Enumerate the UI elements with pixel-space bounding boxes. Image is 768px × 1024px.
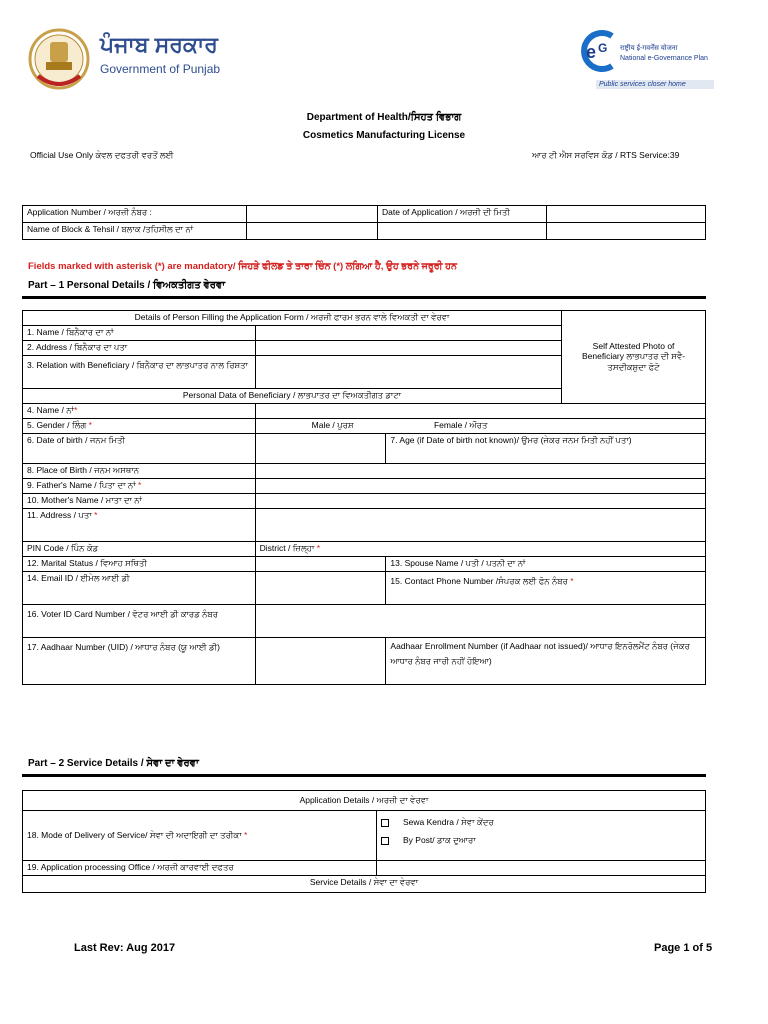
aadhaar-enrollment-cell[interactable]: [386, 638, 706, 685]
district-label: District / ਜ਼ਿਲ੍ਹਾ: [259, 543, 315, 553]
filler-heading: Details of Person Filling the Application Form / ਅਰਜ਼ੀ ਫਾਰਮ ਭਰਨ ਵਾਲੇ ਵਿਅਕਤੀ ਦਾ ਵੇਰਵਾ: [23, 311, 562, 326]
by-post-checkbox[interactable]: [381, 837, 389, 845]
processing-office-field[interactable]: [377, 861, 706, 876]
license-title: Cosmetics Manufacturing License: [302, 130, 466, 141]
punjab-emblem-icon: [28, 26, 90, 96]
logo-title-english: Government of Punjab: [100, 62, 221, 76]
ben-name-text: 4. Name / ਨਾਂ: [27, 405, 74, 415]
gender-label: [23, 419, 256, 434]
email-field[interactable]: [255, 572, 386, 605]
aadhaar-label: 17. Aadhaar Number (UID) / ਆਧਾਰ ਨੰਬਰ (ਯੂ ਆਈ ਡੀ): [23, 638, 256, 685]
asterisk: *: [316, 543, 321, 553]
gender-male-option[interactable]: Male / ਪੁਰਸ਼: [311, 420, 354, 430]
sewa-kendra-checkbox[interactable]: [381, 819, 389, 827]
gender-text: 5. Gender / ਲਿੰਗ: [27, 420, 87, 430]
phone-label: 15. Contact Phone Number /ਸੰਪਰਕ ਲਈ ਫੋਨ ਨੰਬਰ: [390, 576, 568, 586]
gender-options: [255, 419, 705, 434]
mandatory-note: Fields marked with asterisk (*) are mandatory/ ਜਿਹੜੇ ਫੀਲਡ ਤੇ ਤਾਰਾ ਚਿੰਨ (*) ਲਗਿਆ ਹੈ, ਉਹ ਭਰਨੇ ਜਰੂਰੀ ਹਨ: [28, 261, 457, 272]
sewa-kendra-option[interactable]: [381, 813, 701, 831]
application-number-label: Application Number / ਅਰਜ਼ੀ ਨੰਬਰ :: [23, 206, 247, 223]
delivery-options: [377, 811, 706, 861]
sewa-kendra-label: Sewa Kendra / ਸੇਵਾ ਕੇਂਦਰ: [403, 817, 494, 827]
rts-service-code: ਆਰ ਟੀ ਐਸ ਸਰਵਿਸ ਕੋਡ / RTS Service:39: [532, 150, 680, 160]
egov-title-english: National e-Governance Plan: [620, 55, 708, 62]
block-tehsil-label: Name of Block & Tehsil / ਬਲਾਕ /ਤਹਿਸੀਲ ਦਾ ਨਾਂ: [23, 223, 247, 240]
father-name-text: 9. Father's Name / ਪਿਤਾ ਦਾ ਨਾਂ: [27, 480, 136, 490]
voter-id-field[interactable]: [255, 605, 705, 638]
photo-label: Self Attested Photo of Beneficiary ਲਾਭਪਾਤਰ ਦੀ ਸਵੈ-ਤਸਦੀਕਸ਼ੁਦਾ ਫੋਟੋ: [581, 341, 686, 372]
place-of-birth-label: 8. Place of Birth / ਜਨਮ ਅਸਥਾਨ: [23, 464, 256, 479]
service-details-heading: Service Details / ਸੇਵਾ ਦਾ ਵੇਰਵਾ: [23, 876, 706, 893]
last-revision: Last Rev: Aug 2017: [74, 942, 176, 954]
part2-divider: [22, 774, 706, 777]
father-name-field[interactable]: [255, 479, 705, 494]
application-number-field[interactable]: [247, 206, 378, 223]
ben-address-field[interactable]: [255, 509, 705, 542]
egov-logo-icon: [576, 28, 616, 74]
marital-status-field[interactable]: [255, 557, 386, 572]
father-name-label: [23, 479, 256, 494]
aadhaar-field[interactable]: [255, 638, 386, 685]
email-label: 14. Email ID / ਈਮੇਲ ਆਈ ਡੀ: [23, 572, 256, 605]
relation-field[interactable]: [255, 356, 561, 389]
application-details-heading: Application Details / ਅਰਜ਼ੀ ਦਾ ਵੇਰਵਾ: [23, 791, 706, 811]
dob-field[interactable]: [255, 434, 386, 464]
page-number: Page 1 of 5: [654, 942, 713, 954]
name-field[interactable]: [255, 326, 561, 341]
mode-of-delivery-text: 18. Mode of Delivery of Service/ ਸੇਵਾ ਦੀ ਅਦਾਇਗੀ ਦਾ ਤਰੀਕਾ: [27, 830, 242, 840]
asterisk: *: [88, 420, 92, 430]
ben-address-text: 11. Address / ਪਤਾ: [27, 510, 92, 520]
age-label: 7. Age (if Date of birth not known)/ ਉਮਰ (ਜੇਕਰ ਜਨਮ ਮਿਤੀ ਨਹੀਂ ਪਤਾ): [390, 435, 632, 445]
address-label: 2. Address / ਬਿਨੈਕਾਰ ਦਾ ਪਤਾ: [23, 341, 256, 356]
date-of-application-label: Date of Application / ਅਰਜ਼ੀ ਦੀ ਮਿਤੀ: [378, 206, 547, 223]
official-use-label: Official Use Only ਕੇਵਲ ਦਫਤਰੀ ਵਰਤੋਂ ਲਈ: [30, 150, 174, 160]
photo-box[interactable]: [562, 311, 706, 404]
processing-office-label: 19. Application processing Office / ਅਰਜ਼ੀ ਕਾਰਵਾਈ ਦਫਤਰ: [23, 861, 377, 876]
by-post-label: By Post/ ਡਾਕ ਦੁਆਰਾ: [403, 835, 476, 845]
mother-name-field[interactable]: [255, 494, 705, 509]
spouse-name-label: 13. Spouse Name / ਪਤੀ / ਪਤਨੀ ਦਾ ਨਾਂ: [390, 558, 526, 568]
pin-code-label: PIN Code / ਪਿੰਨ ਕੋਡ: [23, 542, 256, 557]
voter-id-label: 16. Voter ID Card Number / ਵੋਟਰ ਆਈ ਡੀ ਕਾਰਡ ਨੰਬਰ: [23, 605, 256, 638]
part1-divider: [22, 296, 706, 299]
district-cell[interactable]: [255, 542, 705, 557]
personal-details-table: [22, 310, 706, 685]
block-tehsil-field-2[interactable]: [378, 223, 547, 240]
age-cell[interactable]: [386, 434, 706, 464]
mode-of-delivery-label: [23, 811, 377, 861]
application-info-table: [22, 205, 706, 240]
asterisk: *: [570, 576, 574, 586]
beneficiary-heading: Personal Data of Beneficiary / ਲਾਭਪਾਤਰ ਦਾ ਵਿਅਕਤੀਗਤ ਡਾਟਾ: [23, 389, 562, 404]
block-tehsil-field-3[interactable]: [547, 223, 706, 240]
relation-label: 3. Relation with Beneficiary / ਬਿਨੈਕਾਰ ਦਾ ਲਾਭਪਾਤਰ ਨਾਲ ਰਿਸ਼ਤਾ: [23, 356, 256, 389]
place-of-birth-field[interactable]: [255, 464, 705, 479]
block-tehsil-field[interactable]: [247, 223, 378, 240]
name-label: 1. Name / ਬਿਨੈਕਾਰ ਦਾ ਨਾਂ: [23, 326, 256, 341]
part1-title: Part – 1 Personal Details / ਵਿਅਕਤੀਗਤ ਵੇਰਵਾ: [28, 280, 226, 291]
service-details-table: [22, 790, 706, 893]
marital-status-label: 12. Marital Status / ਵਿਆਹ ਸਥਿਤੀ: [23, 557, 256, 572]
logo-title-punjabi: ਪੰਜਾਬ ਸਰਕਾਰ: [100, 32, 218, 57]
part2-title: Part – 2 Service Details / ਸੇਵਾ ਦਾ ਵੇਰਵਾ: [28, 758, 199, 769]
department-title: Department of Health/ਸਿਹਤ ਵਿਭਾਗ: [306, 112, 462, 123]
by-post-option[interactable]: [381, 831, 701, 849]
asterisk: *: [94, 510, 98, 520]
phone-cell[interactable]: [386, 572, 706, 605]
gender-female-option[interactable]: Female / ਔਰਤ: [433, 420, 488, 430]
svg-text:G: G: [598, 41, 608, 55]
asterisk: *: [244, 830, 248, 840]
dob-label: 6. Date of birth / ਜਨਮ ਮਿਤੀ: [23, 434, 256, 464]
aadhaar-enrollment-label: Aadhaar Enrollment Number (if Aadhaar not issued)/ ਆਧਾਰ ਇਨਰੋਲਮੈਂਟ ਨੰਬਰ (ਜੇਕਰ ਆਧਾਰ ਨੰਬਰ ਜਾਰੀ ਨਹੀਂ ਹੋਇਆ): [390, 641, 690, 666]
address-field[interactable]: [255, 341, 561, 356]
date-of-application-field[interactable]: [547, 206, 706, 223]
mother-name-label: 10. Mother's Name / ਮਾਤਾ ਦਾ ਨਾਂ: [23, 494, 256, 509]
egov-title-hindi: राष्ट्रीय ई-गवर्नेंस योजना: [620, 45, 678, 52]
spouse-name-cell[interactable]: [386, 557, 706, 572]
asterisk: *: [73, 405, 78, 415]
asterisk: *: [137, 480, 142, 490]
ben-name-field[interactable]: [255, 404, 705, 419]
svg-text:e: e: [586, 42, 597, 62]
ben-name-label: [23, 404, 256, 419]
ben-address-label: [23, 509, 256, 542]
egov-tagline: Public services closer home: [596, 80, 714, 89]
